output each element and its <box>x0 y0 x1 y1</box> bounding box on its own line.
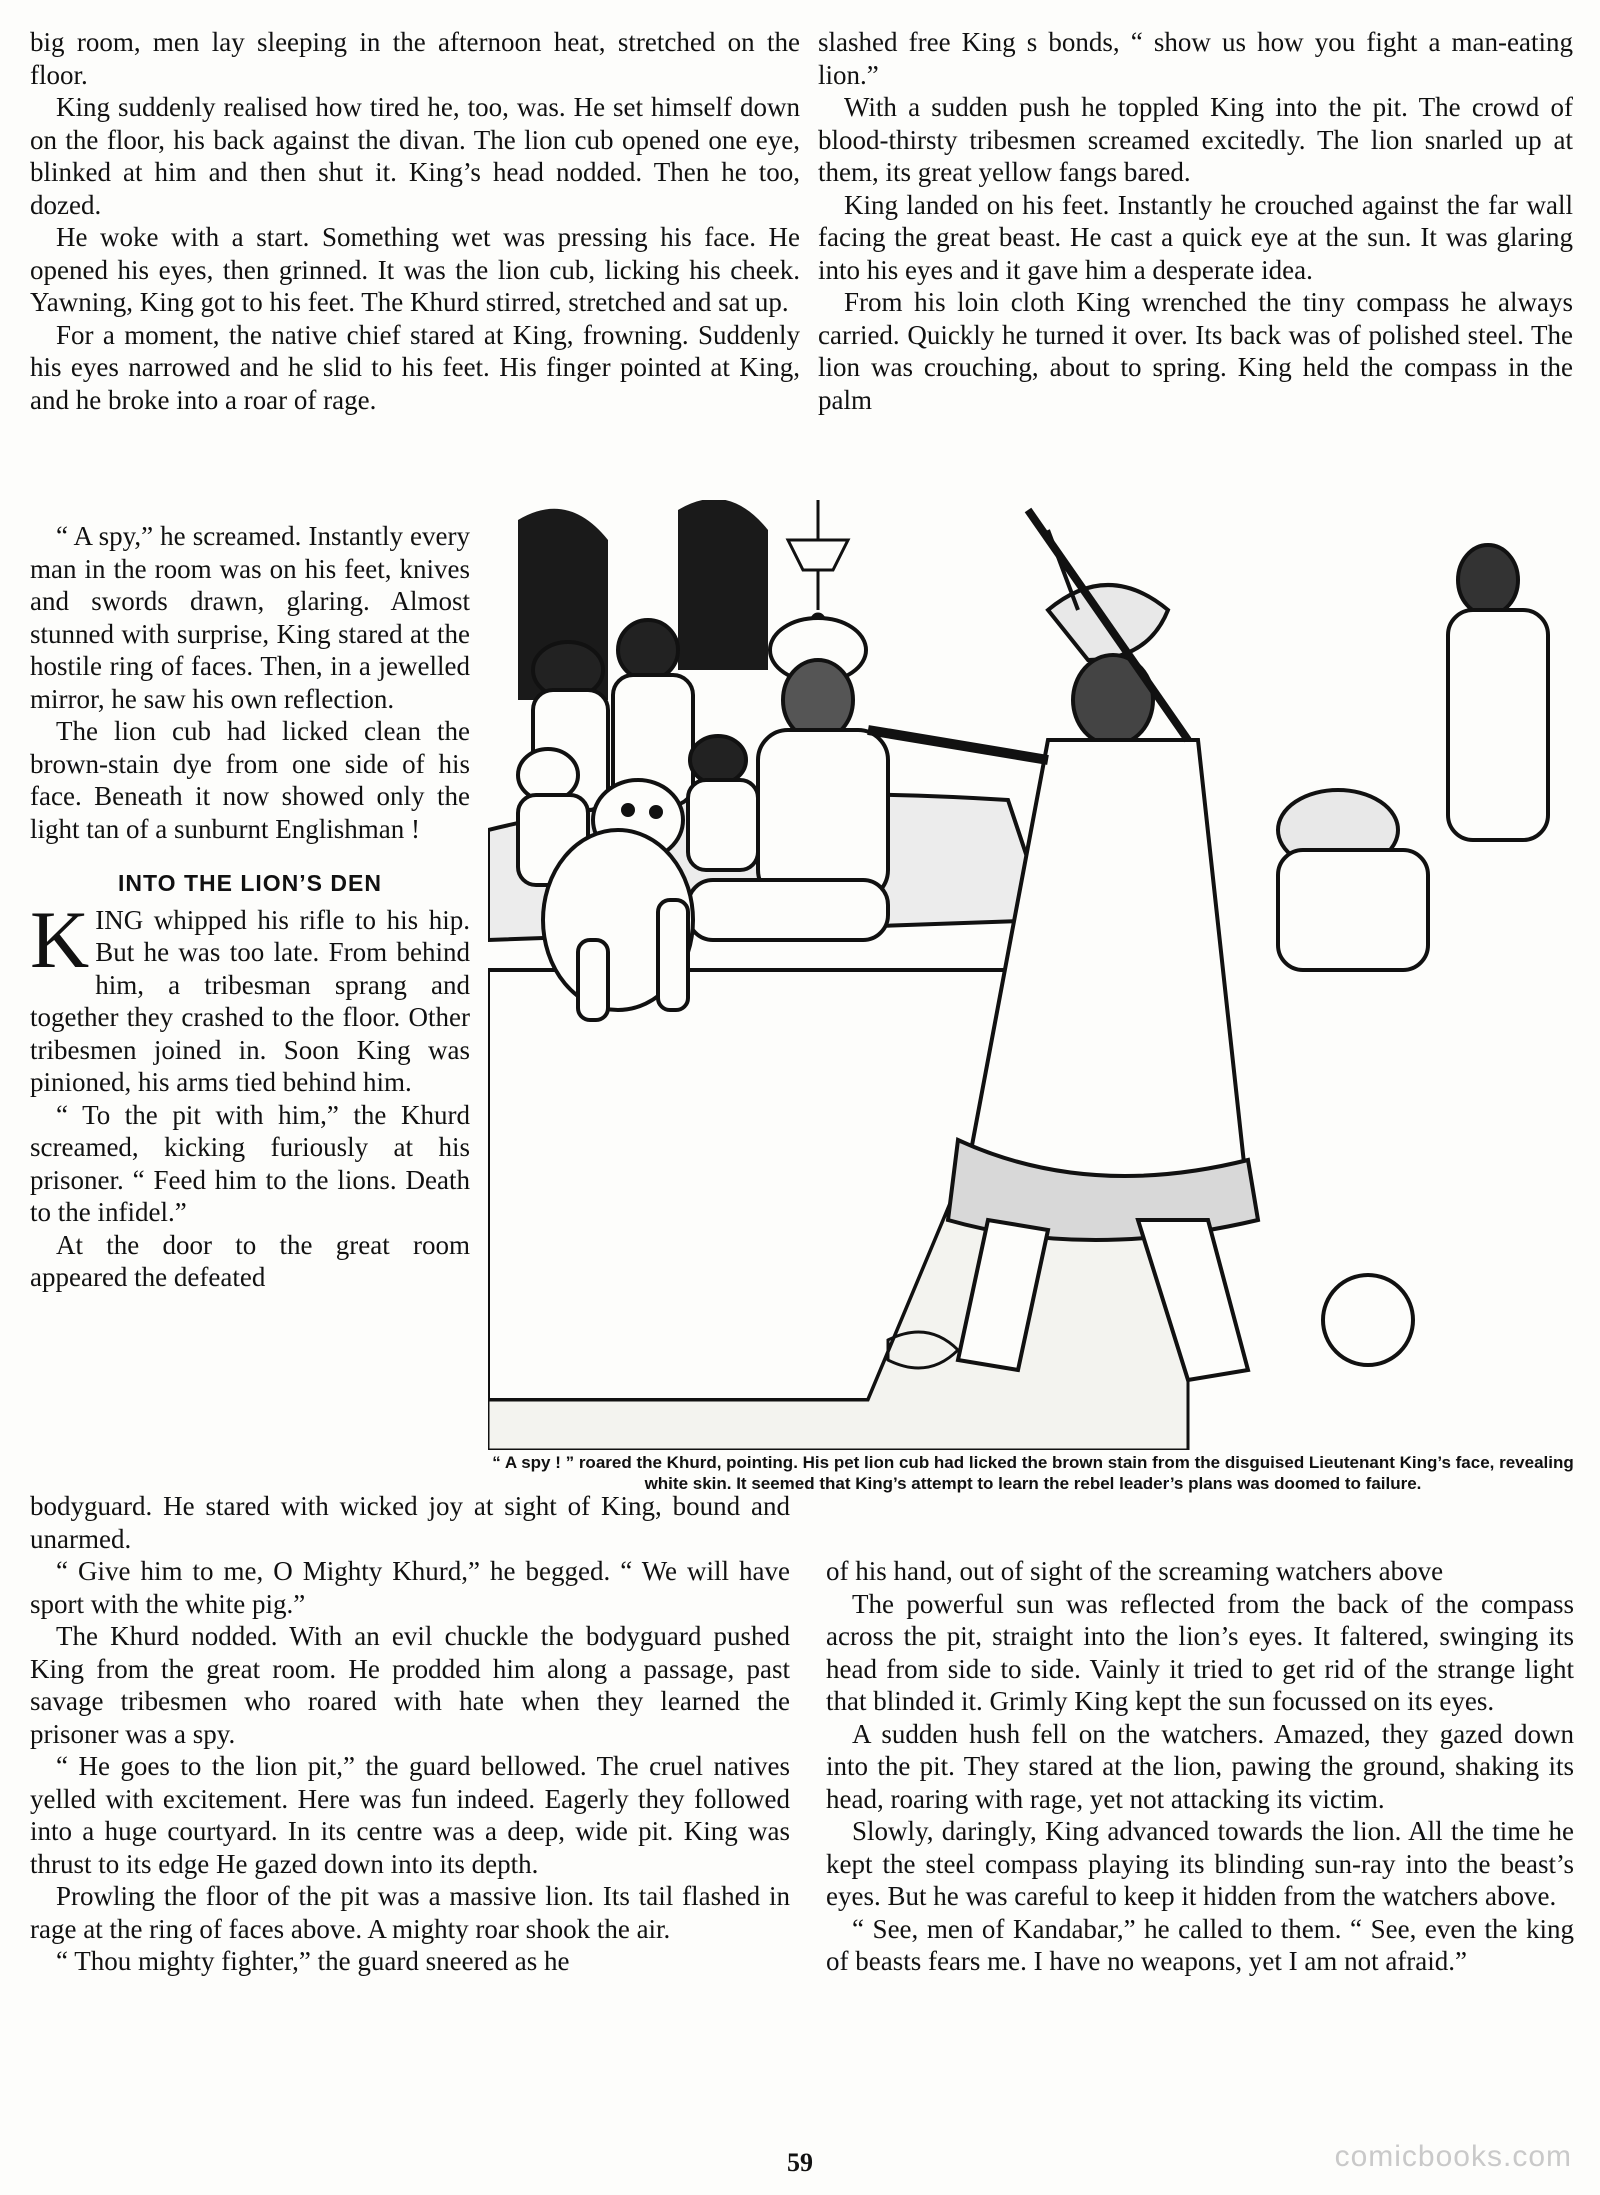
paragraph: From his loin cloth King wrenched the tiny compass he always carried. Quickly he turned it over. Its back was of polished steel. The lion was crouching, about to spring. King held the compass in the palm <box>818 287 1573 415</box>
watermark: comicbooks.com <box>1334 2140 1572 2173</box>
paragraph: At the door to the great room appeared the defeated <box>30 1229 470 1292</box>
story-illustration <box>488 500 1578 1450</box>
paragraph: slashed free King s bonds, “ show us how you fight a man-eating lion.” <box>818 27 1573 90</box>
paragraph: For a moment, the native chief stared at King, frowning. Suddenly his eyes narrowed and he slid to his feet. His finger pointed at King, and he broke into a roar of rage. <box>30 319 800 415</box>
article-column-left-mid <box>30 520 470 1294</box>
illustration-caption: “ A spy ! ” roared the Khurd, pointing. His pet lion cub had licked the brown stain from the disguised Lieutenant King’s face, revealing white skin. It seemed that King’s attempt to learn the rebel leader’s plans was doomed to failure. <box>492 1453 1574 1493</box>
drop-cap: K <box>30 893 90 985</box>
paragraph: of his hand, out of sight of the screaming watchers above <box>826 1556 1444 1586</box>
paragraph: “ See, men of Kandabar,” he called to them. “ See, even the king of beasts fears me. I have no weapons, yet I am not afraid.” <box>826 1913 1574 1976</box>
paragraph: King suddenly realised how tired he, too, was. He set himself down on the floor, his back against the divan. The lion cub opened one eye, blinked at him and then shut it. King’s head nodded. Then he too, dozed. <box>30 92 800 220</box>
paragraph: “ To the pit with him,” the Khurd screamed, kicking furiously at his prisoner. “ Feed him to the lions. Death to the infidel.” <box>30 1099 470 1227</box>
arch-shape <box>678 500 768 670</box>
paragraph: big room, men lay sleeping in the afternoon heat, stretched on the floor. <box>30 27 800 90</box>
paragraph: bodyguard. He stared with wicked joy at sight of King, bound and unarmed. <box>30 1491 790 1554</box>
paragraph: “ Give him to me, O Mighty Khurd,” he begged. “ We will have sport with the white pig.” <box>30 1556 790 1619</box>
paragraph: Slowly, daringly, King advanced towards the lion. All the time he kept the steel compass playing its blinding sun-ray into the beast’s eyes. But he was careful to keep it hidden from the watchers above. <box>826 1816 1574 1911</box>
article-column-right-top <box>818 26 1573 416</box>
paragraph: He woke with a start. Something wet was pressing his face. He opened his eyes, then grinned. It was the lion cub, licking his cheek. Yawning, King got to his feet. The Khurd stirred, stretched and sat up. <box>30 222 800 317</box>
paragraph: The powerful sun was reflected from the back of the compass across the pit, straight into the lion’s eyes. It faltered, swinging its head from side to side. Vainly it tried to get rid of the strange light that blinded it. Grimly King kept the sun focussed on its eyes. <box>826 1588 1574 1716</box>
paragraph: The lion cub had licked clean the brown-stain dye from one side of his face. Beneath it now showed only the light tan of a sunburnt Englishman ! <box>30 716 470 844</box>
dropcap-paragraph-text: ING whipped his rifle to his hip. But he was too late. From behind him, a tribesman sprang and together they crashed to the floor. Other tribesmen joined in. Soon King was pinioned, his arms tied behind him. <box>30 904 470 1097</box>
page-number: 59 <box>787 2148 813 2177</box>
paragraph: “ Thou mighty fighter,” the guard sneered as he <box>56 1946 570 1976</box>
illustration-drawing <box>488 500 1578 1450</box>
article-column-left-bottom <box>30 1490 790 1978</box>
paragraph-with-dropcap <box>30 893 470 1099</box>
paragraph: “ A spy,” he screamed. Instantly every man in the room was on his feet, knives and swords drawn, glaring. Almost stunned with surprise, King stared at the hostile ring of faces. Then, in a jewelled mirror, he saw his own reflection. <box>30 521 470 714</box>
paragraph: With a sudden push he toppled King into the pit. The crowd of blood-thirsty tribesmen screamed excitedly. The lion snarled up at them, its great yellow fangs bared. <box>818 92 1573 187</box>
paragraph: A sudden hush fell on the watchers. Amazed, they gazed down into the pit. They stared at the lion, pawing the ground, shaking its head, roaring with rage, yet not attacking its victim. <box>826 1718 1574 1814</box>
article-column-left-top <box>30 26 800 416</box>
paragraph: “ He goes to the lion pit,” the guard bellowed. The cruel natives yelled with excitement. Here was fun indeed. Eagerly they followed into a huge courtyard. In its centre was a deep, wide pit. King was thrust to its edge He gazed down into its depth. <box>30 1751 790 1879</box>
paragraph: The Khurd nodded. With an evil chuckle the bodyguard pushed King from the great room. He prodded him along a passage, past savage tribesmen who roared with hate when they learned the prisoner was a spy. <box>30 1621 790 1749</box>
section-subheading: INTO THE LION’S DEN <box>118 870 382 896</box>
paragraph: King landed on his feet. Instantly he crouched against the far wall facing the great beast. He cast a quick eye at the sun. It was glaring into his eyes and it gave him a desperate idea. <box>818 189 1573 285</box>
paragraph: Prowling the floor of the pit was a massive lion. Its tail flashed in rage at the ring of faces above. A mighty roar shook the air. <box>30 1881 790 1944</box>
article-column-right-bottom <box>826 1555 1574 1978</box>
